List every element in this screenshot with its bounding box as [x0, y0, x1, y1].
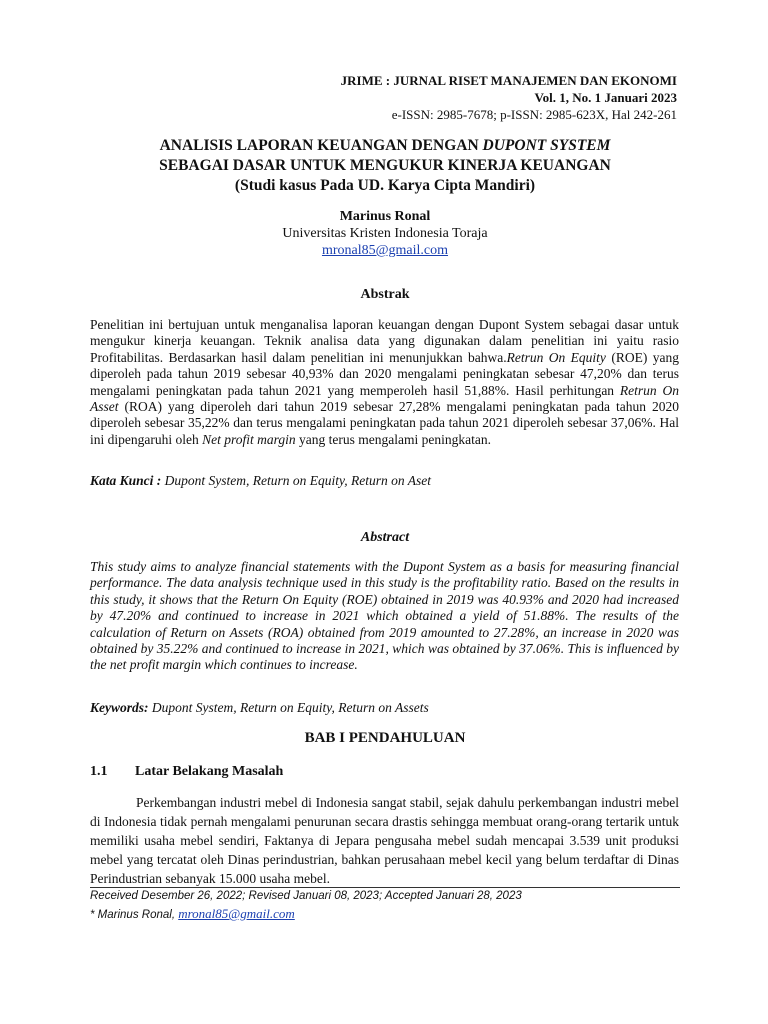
footer-divider — [90, 887, 680, 888]
abstrak-paragraph: Penelitian ini bertujuan untuk menganalisa laporan keuangan dengan Dupont System sebagai dasar untuk mengukur kinerja keuangan. Teknik analisa data yang digunakan dalam penelitian ini yaitu rasio Profitabilitas. Berdasarkan hasil dalam penelitian ini menunjukkan bahwa.Retrun On Equity (ROE) yang diperoleh pada tahun 2019 sebesar 40,93% dan 2020 mengalami peningkatan sebesar 47,20% dan terus mengalami peningkatan pada tahun 2021 yang memperoleh hasil 51,88%. Hasil perhitungan Retrun On Asset (ROA) yang diperoleh dari tahun 2019 sebesar 27,28% mengalami peningkatan pada tahun 2020 diperoleh sebesar 35,22% dan terus mengalami peningkatan pada tahun 2021 diperoleh sebesar 37,06%. Hal ini dipengaruhi oleh Net profit margin yang terus mengalami peningkatan. — [90, 317, 679, 447]
abstrak-heading: Abstrak — [360, 287, 410, 302]
title-line-2: SEBAGAI DASAR UNTUK MENGUKUR KINERJA KEUANGAN — [159, 157, 611, 174]
journal-name: JRIME : JURNAL RISET MANAJEMEN DAN EKONOMI — [340, 73, 677, 88]
body-paragraph: Perkembangan industri mebel di Indonesia sangat stabil, sejak dahulu perkembangan industri mebel di Indonesia tidak pernah mengalami penurunan secara drastis sehingga membuat orang-orang tertarik untuk memiliki usaha mebel sendiri, Faktanya di Jepara pengusaha mebel sudah mencapai 3.539 unit produksi mebel yang tercatat oleh Dinas perindustrian, bahkan perusahaan mebel kecil yang belum terdaftar di Dinas Perindustrian sebanyak 15.000 usaha mebel. — [90, 795, 679, 886]
author-affiliation: Universitas Kristen Indonesia Toraja — [282, 226, 488, 241]
kata-kunci — [90, 473, 680, 489]
author-block — [90, 208, 680, 259]
subsection-heading — [90, 764, 283, 780]
subsection-title: Latar Belakang Masalah — [135, 764, 284, 779]
footer-author: * Marinus Ronal, mronal85@gmail.com — [90, 906, 295, 921]
journal-issn: e-ISSN: 2985-7678; p-ISSN: 2985-623X, Hal 242-261 — [391, 107, 677, 122]
author-email-link[interactable]: mronal85@gmail.com — [321, 243, 449, 258]
title-line-3: (Studi kasus Pada UD. Karya Cipta Mandiri) — [234, 177, 536, 194]
chapter-title: BAB I PENDAHULUAN — [304, 730, 466, 746]
abstract-paragraph: This study aims to analyze financial statements with the Dupont System as a basis for measuring financial performance. The data analysis technique used in this study is the profitability ratio. Based on the results in this study, it shows that the Return On Equity (ROE) obtained in 2019 was 40.93% and 2020 had increased by 47.20% and continued to increase in 2021 which obtained a yield of 51.88%. The results of the calculation of Return on Assets (ROA) obtained from 2019 amounted to 27.28%, an increase in 2020 was obtained by 35.22% and continued to increase in 2021, which was obtained by 37.06%. This is influenced by the net profit margin which continues to increase. — [90, 559, 679, 673]
abstract-heading: Abstract — [360, 530, 410, 545]
footer-email-link[interactable]: mronal85@gmail.com — [178, 906, 295, 921]
title-line-1: ANALISIS LAPORAN KEUANGAN DENGAN DUPONT SYSTEM — [159, 137, 611, 154]
author-name: Marinus Ronal — [339, 209, 431, 224]
keywords — [90, 700, 680, 716]
keywords-label: Keywords: — [90, 700, 149, 715]
footer-received: Received Desember 26, 2022; Revised Januari 08, 2023; Accepted Januari 28, 2023 — [90, 890, 522, 902]
kata-kunci-value: Dupont System, Return on Equity, Return on Aset — [161, 473, 431, 488]
journal-volume: Vol. 1, No. 1 Januari 2023 — [534, 90, 677, 105]
subsection-number: 1.1 — [90, 764, 108, 779]
paper-title — [90, 136, 680, 196]
title-italic: DUPONT SYSTEM — [482, 137, 611, 154]
keywords-value: Dupont System, Return on Equity, Return on Assets — [148, 700, 429, 715]
kata-kunci-label: Kata Kunci : — [90, 473, 162, 488]
journal-header — [341, 72, 677, 123]
